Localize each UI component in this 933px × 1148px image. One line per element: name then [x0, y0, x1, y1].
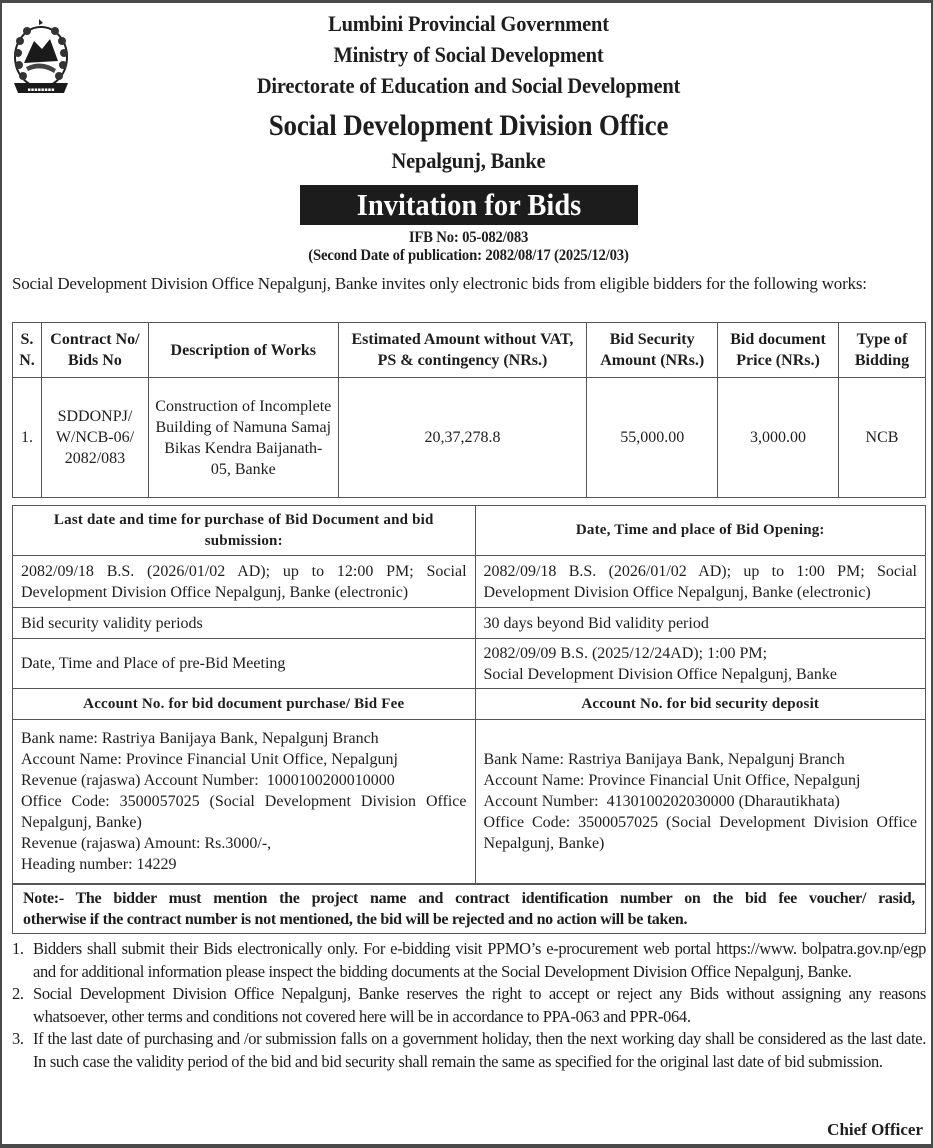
cell-sn: 1. [13, 378, 42, 498]
location-heading: Nepalgunj, Banke [391, 148, 546, 173]
prebid-meeting-label: Date, Time and Place of pre-Bid Meeting [13, 639, 476, 689]
term-text: Social Development Division Office Nepalgunj, Banke reserves the right to accept or reject any Bids without assigning any reasons whatsoever, other terms and conditions not covered here will be in accordance to PPA-063 and PPR-064. [33, 984, 926, 1026]
publication-date: (Second Date of publication: 2082/08/17 (2025/12/03) [308, 247, 629, 264]
fee-amount: Revenue (rajaswa) Amount: Rs.3000/-, [21, 835, 272, 852]
column-header-contract-no: Contract No/ Bids No [41, 323, 148, 378]
fee-heading-number: Heading number: 14229 [21, 856, 177, 873]
intro-paragraph: Social Development Division Office Nepalgunj, Banke invites only electronic bids from eligible bidders for the following works: [12, 274, 867, 293]
security-account-header: Account No. for bid security deposit [475, 689, 925, 720]
cell-contract-no: SDDONPJ/ W/NCB-06/ 2082/083 [41, 378, 148, 498]
validity-label: Bid security validity periods [13, 608, 476, 639]
term-text: If the last date of purchasing and /or submission falls on a government holiday, then the next working day shall be considered as the last date. In such case the validity period of the bid and bid security shall remain the same as specified for the original last date of bid submission. [33, 1029, 926, 1071]
works-table [12, 322, 926, 498]
security-bank-name: Bank Name: Rastriya Banijaya Bank, Nepalgunj Branch [483, 751, 845, 768]
list-item [12, 983, 926, 1028]
fee-office-code: Office Code: 3500057025 (Social Development Division Office Nepalgunj, Banke) [21, 793, 467, 831]
fee-bank-name: Bank name: Rastriya Banijaya Bank, Nepalgunj Branch [21, 730, 379, 747]
term-number: 3. [12, 1029, 24, 1048]
fee-account-header: Account No. for bid document purchase/ Bid Fee [13, 689, 476, 720]
fee-account-number: Revenue (rajaswa) Account Number: 1000100200010000 [21, 772, 395, 789]
column-header-estimated-amount: Estimated Amount without VAT, PS & contingency (NRs.) [338, 323, 587, 378]
term-number: 2. [12, 984, 24, 1003]
notice-title-banner [300, 185, 638, 225]
svg-text:▪▪▪▪▪▪▪▪: ▪▪▪▪▪▪▪▪ [27, 87, 55, 93]
list-item [12, 1028, 926, 1073]
column-header-doc-price: Bid document Price (NRs.) [718, 323, 839, 378]
bid-opening-value: 2082/09/18 B.S. (2026/01/02 AD); up to 1:00 PM; Social Development Division Office Nepalgunj, Banke (electronic) [475, 556, 925, 608]
cell-doc-price: 3,000.00 [718, 378, 839, 498]
signatory: Chief Officer [827, 1120, 923, 1139]
cell-bidding-type: NCB [838, 378, 925, 498]
directorate-heading: Directorate of Education and Social Development [256, 73, 681, 98]
schedule-accounts-table [12, 505, 926, 884]
validity-value: 30 days beyond Bid validity period [475, 608, 925, 639]
office-heading: Social Development Division Office [268, 109, 669, 142]
ministry-heading: Ministry of Social Development [333, 42, 604, 67]
ifb-number: IFB No: 05-082/083 [408, 229, 529, 246]
notice-title: Invitation for Bids [356, 187, 582, 222]
security-account-details [475, 720, 925, 884]
terms-list [12, 938, 926, 1073]
column-header-description: Description of Works [148, 323, 338, 378]
note-line-1: Note:- The bidder must mention the project name and contract identification number on the bid fee voucher/ rasid, [23, 890, 915, 907]
fee-account-details [13, 720, 476, 884]
note-line-2: otherwise if the contract number is not mentioned, the bid will be rejected and no action will be taken. [23, 911, 688, 928]
table-row [13, 378, 926, 498]
cell-description: Construction of Incomplete Building of Namuna Samaj Bikas Kendra Baijanath- 05, Banke [148, 378, 338, 498]
list-item [12, 938, 926, 983]
security-office-code: Office Code: 3500057025 (Social Development Division Office Nepalgunj, Banke) [483, 814, 917, 852]
term-text: Bidders shall submit their Bids electronically only. For e-bidding visit PPMO’s e-procurement web portal https://www. bolpatra.gov.np/egp and for additional information please inspect the bidding documents at the Social Development Division Office Nepalgunj, Banke. [33, 939, 926, 981]
prebid-meeting-place: Social Development Division Office Nepalgunj, Banke [483, 665, 837, 683]
cell-bid-security: 55,000.00 [587, 378, 718, 498]
column-header-bid-security: Bid Security Amount (NRs.) [587, 323, 718, 378]
prebid-meeting-datetime: 2082/09/09 B.S. (2025/12/24AD); 1:00 PM; [483, 644, 768, 662]
security-account-name: Account Name: Province Financial Unit Office, Nepalgunj [483, 772, 861, 789]
provincial-government-heading: Lumbini Provincial Government [328, 11, 609, 36]
term-number: 1. [12, 939, 24, 958]
prebid-meeting-value [475, 639, 925, 689]
column-header-bidding-type: Type of Bidding [838, 323, 925, 378]
fee-account-name: Account Name: Province Financial Unit Office, Nepalgunj [21, 751, 398, 768]
column-header-sn: S. N. [13, 323, 42, 378]
works-table-header-row [13, 323, 926, 378]
security-account-number: Account Number: 4130100202030000 (Dharautikhata) [483, 793, 840, 810]
note-box [12, 884, 926, 934]
submission-deadline-value: 2082/09/18 B.S. (2026/01/02 AD); up to 12:00 PM; Social Development Division Office Nepalgunj, Banke (electronic) [13, 556, 476, 608]
submission-deadline-header: Last date and time for purchase of Bid Document and bid submission: [13, 506, 476, 556]
cell-estimated-amount: 20,37,278.8 [338, 378, 587, 498]
bid-opening-header: Date, Time and place of Bid Opening: [475, 506, 925, 556]
